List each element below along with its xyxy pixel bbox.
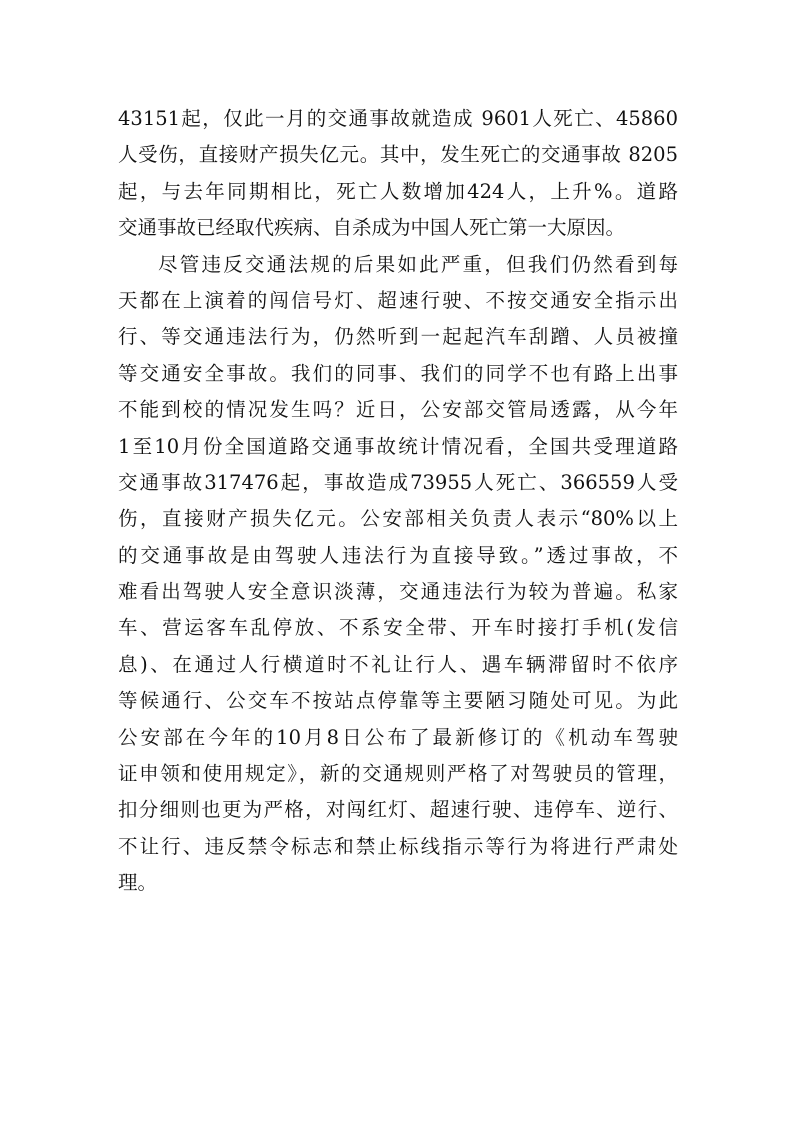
text-line: 伤，直接财产损失亿元。公安部相关负责人表示“80%以上 xyxy=(118,507,678,531)
text-line: 不让行、违反禁令标志和禁止标线指示等行为将进行严肃处 xyxy=(118,834,678,858)
text-line: 起，与去年同期相比，死亡人数增加424人，上升%。道路 xyxy=(118,179,678,203)
text-line: 交通事故已经取代疾病、自杀成为中国人死亡第一大原因。 xyxy=(118,216,626,240)
text-line: 证申领和使用规定》，新的交通规则严格了对驾驶员的管理， xyxy=(118,762,678,786)
text-line: 的交通事故是由驾驶人违法行为直接导致。”透过事故，不 xyxy=(118,543,678,567)
text-line: 人受伤，直接财产损失亿元。其中，发生死亡的交通事故 8205 xyxy=(118,143,678,167)
text-line: 扣分细则也更为严格，对闯红灯、超速行驶、违停车、逆行、 xyxy=(118,798,678,822)
text-line: 1至10月份全国道路交通事故统计情况看，全国共受理道路 xyxy=(118,434,678,458)
text-line: 行、等交通违法行为，仍然听到一起起汽车刮蹭、人员被撞 xyxy=(118,325,678,349)
text-line: 交通事故317476起，事故造成73955人死亡、366559人受 xyxy=(118,470,678,494)
text-line: 尽管违反交通法规的后果如此严重，但我们仍然看到每 xyxy=(158,252,678,276)
text-line: 车、营运客车乱停放、不系安全带、开车时接打手机(发信 xyxy=(118,616,678,640)
text-line: 息)、在通过人行横道时不礼让行人、遇车辆滞留时不依序 xyxy=(118,652,678,676)
text-line: 等交通安全事故。我们的同事、我们的同学不也有路上出事 xyxy=(118,361,678,385)
text-line: 天都在上演着的闯信号灯、超速行驶、不按交通安全指示出 xyxy=(118,288,678,312)
text-line: 43151起，仅此一月的交通事故就造成 9601人死亡、45860 xyxy=(118,107,678,130)
paragraph xyxy=(118,101,678,247)
body-text xyxy=(118,101,678,902)
text-line: 公安部在今年的10月8日公布了最新修订的《机动车驾驶 xyxy=(118,725,678,749)
text-line: 不能到校的情况发生吗？近日，公安部交管局透露，从今年 xyxy=(118,398,678,422)
paragraph xyxy=(118,247,678,902)
text-line: 难看出驾驶人安全意识淡薄，交通违法行为较为普遍。私家 xyxy=(118,580,678,604)
text-line: 等候通行、公交车不按站点停靠等主要陋习随处可见。为此 xyxy=(118,689,678,713)
text-line: 理。 xyxy=(118,871,158,895)
